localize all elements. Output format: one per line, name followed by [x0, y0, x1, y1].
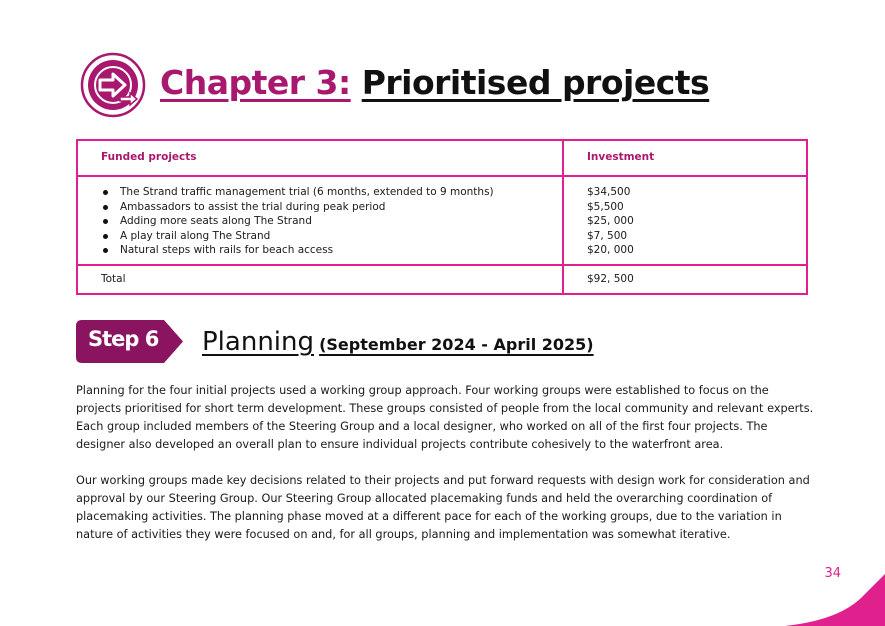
- list-item: Natural steps with rails for beach access: [101, 243, 562, 258]
- table-row: [77, 176, 807, 265]
- projects-list: [101, 185, 562, 258]
- arrow-circle-icon: [80, 52, 146, 118]
- investment-value: $7, 500: [587, 229, 628, 242]
- section-heading: [202, 327, 594, 357]
- investment-value: $34,500: [587, 186, 631, 198]
- list-item: A play trail along The Strand: [101, 229, 562, 244]
- step-badge-label: Step 6: [88, 327, 159, 351]
- list-item: Adding more seats along The Strand: [101, 214, 562, 229]
- table-header-row: [77, 140, 807, 176]
- section-dates: (September 2024 - April 2025): [319, 335, 594, 354]
- paragraph: Our working groups made key decisions related to their projects and put forward requests with design work for consideration and approval by our Steering Group. Our Steering Group allocated placemaking funds and held the overarching coordination of placemaking activities. The planning phase moved at a different pace for each of the working groups, due to the variation in nature of activities they were focused on and, for all groups, planning and implementation was somewhat iterative.: [76, 474, 810, 541]
- step-badge: [76, 320, 183, 363]
- investment-value: $5,500: [587, 200, 624, 213]
- column-header-projects: Funded projects: [77, 140, 563, 176]
- investment-cell: [563, 176, 807, 265]
- chapter-title: Prioritised projects: [361, 63, 710, 102]
- section-title: Planning: [202, 327, 314, 357]
- chapter-label: Chapter 3:: [160, 63, 351, 102]
- investment-value: $25, 000: [587, 215, 634, 227]
- funded-projects-table: [76, 139, 808, 295]
- total-label: Total: [77, 265, 563, 294]
- list-item: Ambassadors to assist the trial during peak period: [101, 200, 562, 215]
- projects-list-cell: [77, 176, 563, 265]
- page-number: 34: [824, 566, 841, 581]
- total-value: $92, 500: [563, 265, 807, 294]
- investment-value: $20, 000: [587, 244, 634, 256]
- corner-decoration: [785, 574, 885, 626]
- table-total-row: [77, 265, 807, 294]
- list-item: The Strand traffic management trial (6 months, extended to 9 months): [101, 185, 562, 200]
- column-header-investment: Investment: [563, 140, 807, 176]
- paragraph: Planning for the four initial projects used a working group approach. Four working groups were established to focus on the projects prioritised for short term development. These groups consisted of people from the local community and relevant experts. Each group included members of the Steering Group and a local designer, who worked on all of the first four projects. The designer also developed an overall plan to ensure individual projects contribute cohesively to the waterfront area.: [76, 384, 814, 451]
- page-title: [160, 63, 709, 102]
